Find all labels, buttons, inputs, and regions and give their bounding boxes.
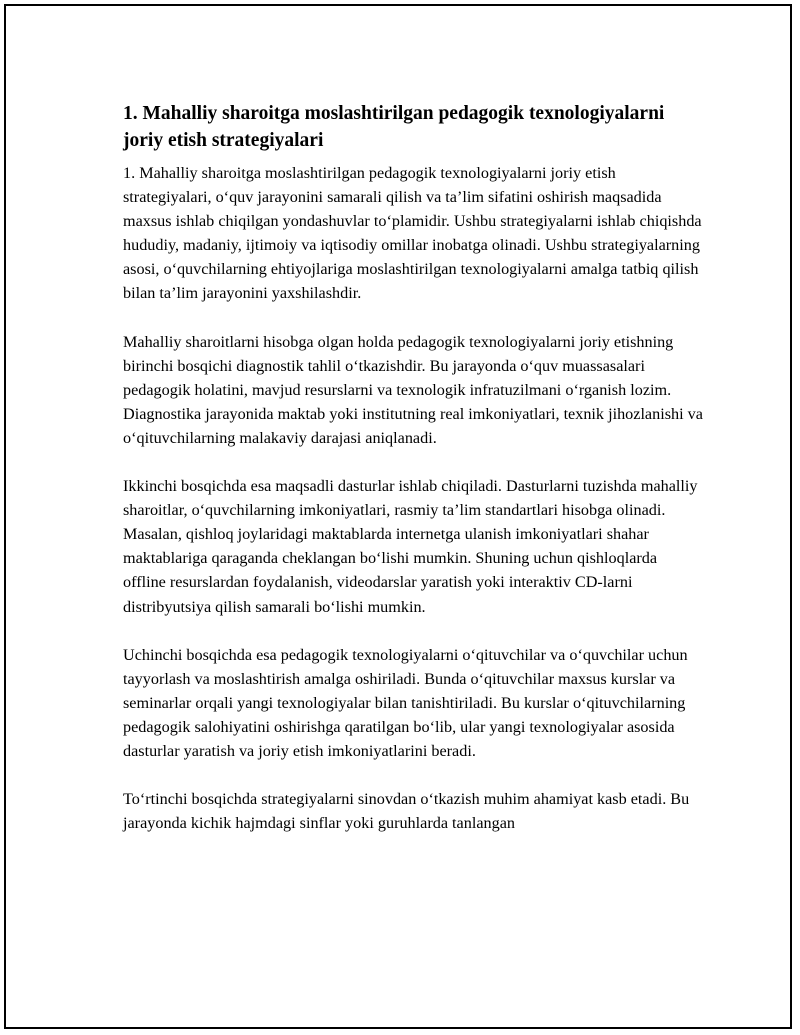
document-body [123,100,703,835]
paragraph-3: Ikkinchi bosqichda esa maqsadli dasturlar ishlab chiqiladi. Dasturlarni tuzishda mahalliy sharoitlar, o‘quvchilarning imkoniyatlari, rasmiy ta’lim standartlari hisobga olinadi. Masalan, qishloq joylaridagi maktablarda internetga ulanish imkoniyatlari shahar maktablariga qaraganda cheklangan bo‘lishi mumkin. Shuning uchun qishloqlarda offline resurslardan foydalanish, videodarslar yaratish yoki interaktiv CD-larni distribyutsiya qilish samarali bo‘lishi mumkin. [123,477,698,616]
document-title: 1. Mahalliy sharoitga moslashtirilgan pedagogik texnologiyalarni joriy etish strategiyalari [123,103,665,151]
page-frame [4,4,792,1029]
paragraph-1: 1. Mahalliy sharoitga moslashtirilgan pedagogik texnologiyalarni joriy etish strategiyalari, o‘quv jarayonini samarali qilish va ta’lim sifatini oshirish maqsadida maxsus ishlab chiqilgan yondashuvlar to‘plamidir. Ushbu strategiyalarni ishlab chiqishda hududiy, madaniy, ijtimoiy va iqtisodiy omillar inobatga olinadi. Ushbu strategiyalarning asosi, o‘quvchilarning ehtiyojlariga moslashtirilgan texnologiyalarni amalga tatbiq qilish bilan ta’lim jarayonini yaxshilashdir. [123,164,702,303]
paragraph-2: Mahalliy sharoitlarni hisobga olgan holda pedagogik texnologiyalarni joriy etishning birinchi bosqichi diagnostik tahlil o‘tkazishdir. Bu jarayonda o‘quv muassasalari pedagogik holatini, mavjud resurslarni va texnologik infratuzilmani o‘rganish lozim. Diagnostika jarayonida maktab yoki institutning real imkoniyatlari, texnik jihozlanishi va o‘qituvchilarning malakaviy darajasi aniqlanadi. [123,332,703,447]
paragraph-4: Uchinchi bosqichda esa pedagogik texnologiyalarni o‘qituvchilar va o‘quvchilar uchun tayyorlash va moslashtirish amalga oshiriladi. Bunda o‘qituvchilar maxsus kurslar va seminarlar orqali yangi texnologiyalar bilan tanishtiriladi. Bu kurslar o‘qituvchilarning pedagogik salohiyatini oshirishga qaratilgan bo‘lib, ular yangi texnologiyalar asosida dasturlar yaratish va joriy etish imkoniyatlarini beradi. [123,645,688,760]
paragraph-5: To‘rtinchi bosqichda strategiyalarni sinovdan o‘tkazish muhim ahamiyat kasb etadi. Bu jarayonda kichik hajmdagi sinflar yoki guruhlarda tanlangan [123,790,690,833]
